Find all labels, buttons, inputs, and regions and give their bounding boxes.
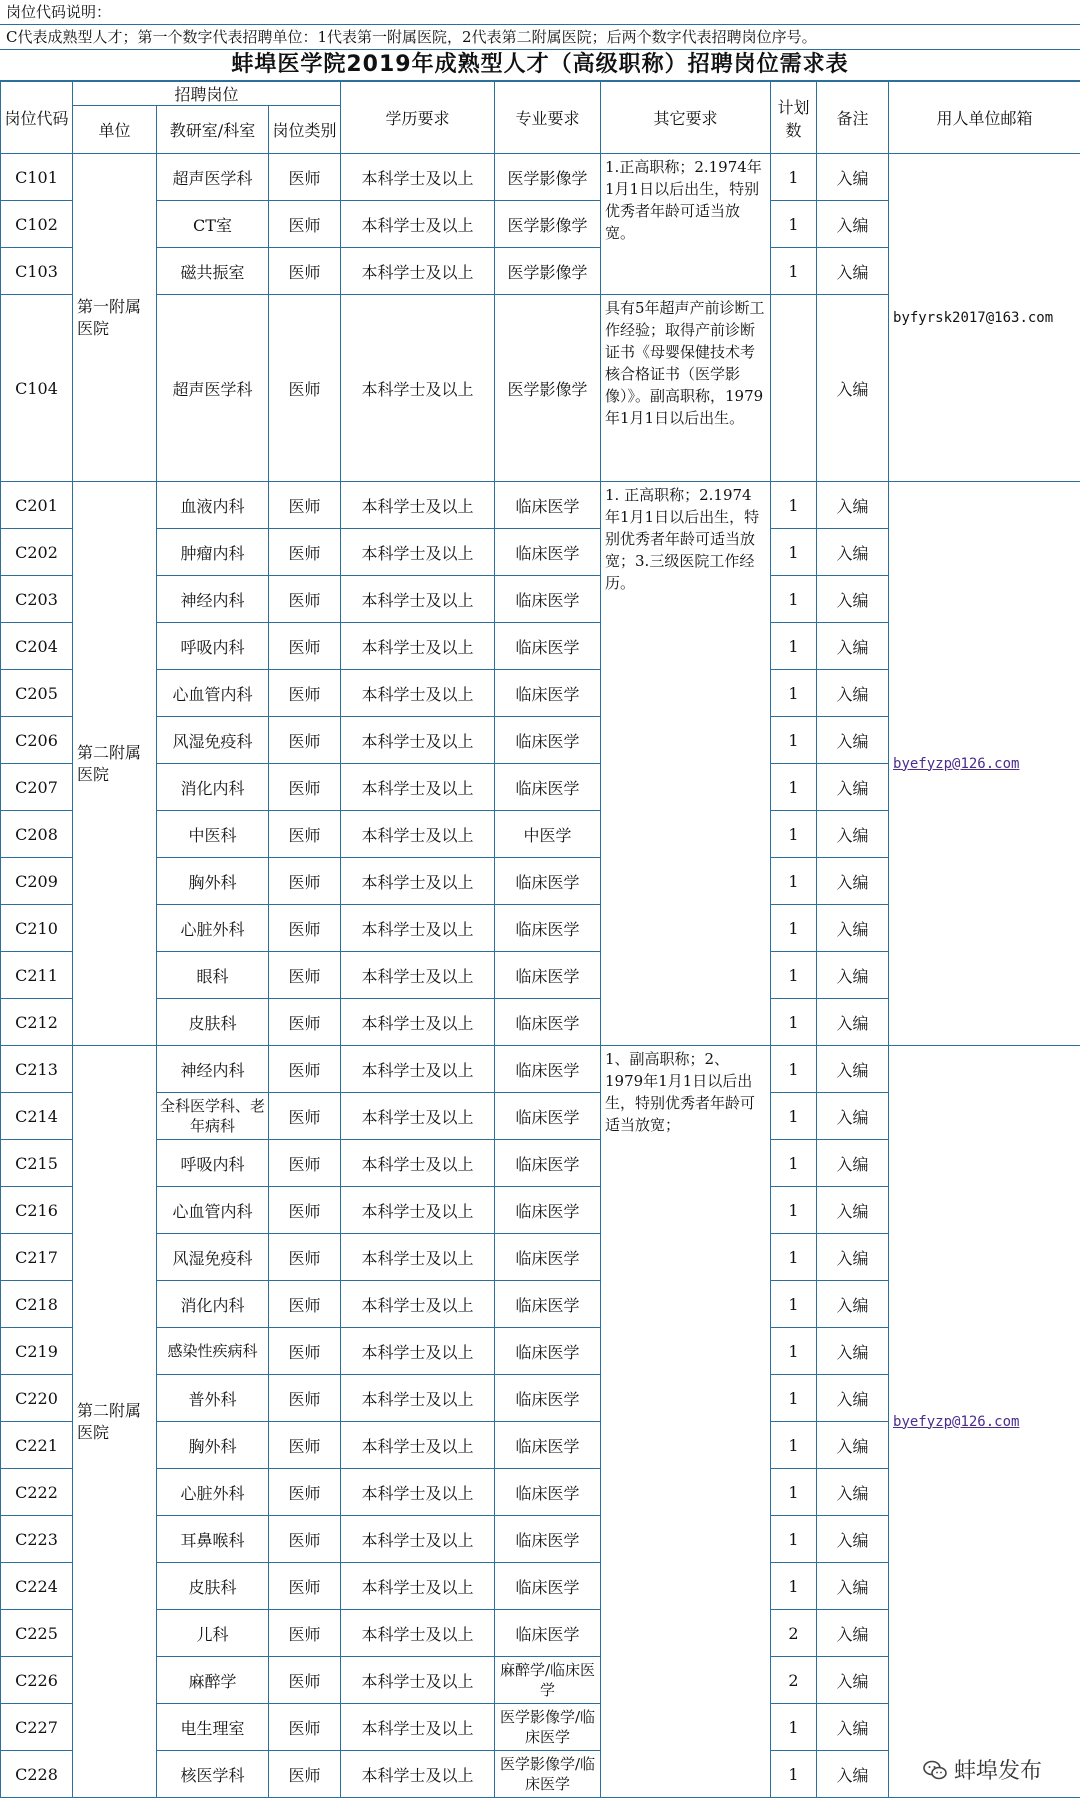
cell-edu: 本科学士及以上 (341, 952, 495, 999)
cell-note: 入编 (817, 576, 889, 623)
cell-note: 入编 (817, 858, 889, 905)
cell-plan: 1 (771, 1140, 817, 1187)
cell-type: 医师 (269, 717, 341, 764)
cell-type: 医师 (269, 1375, 341, 1422)
cell-dept: 神经内科 (157, 1046, 269, 1093)
cell-dept: 肿瘤内科 (157, 529, 269, 576)
email-cell[interactable]: byfyrsk2017@163.com (889, 154, 1080, 482)
cell-edu: 本科学士及以上 (341, 999, 495, 1046)
cell-dept: 电生理室 (157, 1704, 269, 1751)
cell-note: 入编 (817, 1234, 889, 1281)
cell-edu: 本科学士及以上 (341, 1469, 495, 1516)
cell-plan: 2 (771, 1610, 817, 1657)
table-title: 蚌埠医学院2019年成熟型人才（高级职称）招聘岗位需求表 (0, 50, 1080, 81)
table-row (1, 1046, 1080, 1093)
cell-code: C227 (1, 1704, 73, 1751)
cell-dept: 超声医学科 (157, 154, 269, 201)
cell-major: 临床医学 (495, 1093, 601, 1140)
cell-edu: 本科学士及以上 (341, 670, 495, 717)
cell-type: 医师 (269, 1093, 341, 1140)
cell-major: 临床医学 (495, 1469, 601, 1516)
cell-plan: 1 (771, 201, 817, 248)
cell-plan: 1 (771, 1469, 817, 1516)
cell-code: C224 (1, 1563, 73, 1610)
cell-code: C216 (1, 1187, 73, 1234)
email-link[interactable]: byefyzp@126.com (889, 1046, 1080, 1798)
header-other: 其它要求 (601, 82, 771, 154)
cell-major: 医学影像学 (495, 154, 601, 201)
cell-edu: 本科学士及以上 (341, 1610, 495, 1657)
cell-dept: 消化内科 (157, 1281, 269, 1328)
header-unit: 单位 (73, 106, 157, 154)
cell-note: 入编 (817, 154, 889, 201)
cell-dept: 耳鼻喉科 (157, 1516, 269, 1563)
cell-major: 临床医学 (495, 529, 601, 576)
cell-code: C207 (1, 764, 73, 811)
cell-type: 医师 (269, 482, 341, 529)
cell-edu: 本科学士及以上 (341, 1046, 495, 1093)
other-requirements: 1、副高职称；2、1979年1月1日以后出生，特别优秀者年龄可适当放宽； (601, 1046, 771, 1798)
cell-note: 入编 (817, 295, 889, 482)
cell-dept: 消化内科 (157, 764, 269, 811)
other-requirements: 1.正高职称；2.1974年1月1日以后出生，特别优秀者年龄可适当放宽。 (601, 154, 771, 295)
cell-dept: 呼吸内科 (157, 623, 269, 670)
cell-plan: 1 (771, 952, 817, 999)
cell-code: C219 (1, 1328, 73, 1375)
cell-type: 医师 (269, 154, 341, 201)
cell-edu: 本科学士及以上 (341, 154, 495, 201)
cell-code: C223 (1, 1516, 73, 1563)
cell-edu: 本科学士及以上 (341, 201, 495, 248)
cell-dept: 全科医学科、老年病科 (157, 1093, 269, 1140)
cell-plan: 1 (771, 1234, 817, 1281)
cell-code: C102 (1, 201, 73, 248)
cell-code: C217 (1, 1234, 73, 1281)
cell-major: 临床医学 (495, 1422, 601, 1469)
cell-note: 入编 (817, 1422, 889, 1469)
cell-major: 临床医学 (495, 1046, 601, 1093)
unit-cell: 第二附属医院 (73, 1046, 157, 1798)
cell-dept: 超声医学科 (157, 295, 269, 482)
cell-edu: 本科学士及以上 (341, 1751, 495, 1798)
code-note-text: C代表成熟型人才；第一个数字代表招聘单位：1代表第一附属医院，2代表第二附属医院；后两个数字代表招聘岗位序号。 (0, 25, 1080, 50)
cell-major: 临床医学 (495, 999, 601, 1046)
cell-note: 入编 (817, 623, 889, 670)
cell-dept: 普外科 (157, 1375, 269, 1422)
cell-edu: 本科学士及以上 (341, 905, 495, 952)
unit-cell: 第一附属医院 (73, 154, 157, 482)
cell-dept: 风湿免疫科 (157, 717, 269, 764)
cell-plan: 1 (771, 1516, 817, 1563)
cell-major: 临床医学 (495, 905, 601, 952)
cell-note: 入编 (817, 1281, 889, 1328)
cell-code: C208 (1, 811, 73, 858)
cell-type: 医师 (269, 248, 341, 295)
cell-plan (771, 295, 817, 482)
cell-major: 临床医学 (495, 1140, 601, 1187)
cell-type: 医师 (269, 999, 341, 1046)
unit-cell: 第二附属医院 (73, 482, 157, 1046)
cell-plan: 1 (771, 1281, 817, 1328)
cell-note: 入编 (817, 1563, 889, 1610)
header-note: 备注 (817, 82, 889, 154)
cell-plan: 1 (771, 1563, 817, 1610)
cell-major: 临床医学 (495, 482, 601, 529)
header-email: 用人单位邮箱 (889, 82, 1080, 154)
cell-edu: 本科学士及以上 (341, 764, 495, 811)
cell-plan: 1 (771, 1751, 817, 1798)
cell-dept: 胸外科 (157, 1422, 269, 1469)
cell-dept: 心血管内科 (157, 670, 269, 717)
cell-dept: 血液内科 (157, 482, 269, 529)
cell-dept: 风湿免疫科 (157, 1234, 269, 1281)
cell-dept: 皮肤科 (157, 999, 269, 1046)
cell-plan: 1 (771, 1187, 817, 1234)
cell-code: C221 (1, 1422, 73, 1469)
header-plan: 计划数 (771, 82, 817, 154)
cell-dept: 儿科 (157, 1610, 269, 1657)
cell-note: 入编 (817, 670, 889, 717)
cell-note: 入编 (817, 1751, 889, 1798)
cell-edu: 本科学士及以上 (341, 1657, 495, 1704)
cell-edu: 本科学士及以上 (341, 1140, 495, 1187)
cell-plan: 1 (771, 670, 817, 717)
cell-code: C205 (1, 670, 73, 717)
cell-dept: 核医学科 (157, 1751, 269, 1798)
cell-major: 临床医学 (495, 623, 601, 670)
cell-plan: 1 (771, 764, 817, 811)
cell-note: 入编 (817, 1375, 889, 1422)
cell-dept: 麻醉学 (157, 1657, 269, 1704)
cell-note: 入编 (817, 764, 889, 811)
cell-major: 临床医学 (495, 1375, 601, 1422)
cell-edu: 本科学士及以上 (341, 811, 495, 858)
cell-code: C101 (1, 154, 73, 201)
cell-type: 医师 (269, 952, 341, 999)
cell-type: 医师 (269, 1657, 341, 1704)
cell-type: 医师 (269, 201, 341, 248)
header-edu: 学历要求 (341, 82, 495, 154)
cell-note: 入编 (817, 1610, 889, 1657)
cell-plan: 1 (771, 1046, 817, 1093)
cell-edu: 本科学士及以上 (341, 1563, 495, 1610)
cell-plan: 1 (771, 1704, 817, 1751)
cell-type: 医师 (269, 858, 341, 905)
cell-type: 医师 (269, 295, 341, 482)
cell-note: 入编 (817, 1046, 889, 1093)
cell-plan: 1 (771, 529, 817, 576)
cell-edu: 本科学士及以上 (341, 1704, 495, 1751)
cell-major: 临床医学 (495, 1234, 601, 1281)
watermark-text: 蚌埠发布 (953, 1759, 1042, 1784)
cell-type: 医师 (269, 1610, 341, 1657)
cell-code: C206 (1, 717, 73, 764)
cell-plan: 1 (771, 811, 817, 858)
cell-dept: 胸外科 (157, 858, 269, 905)
cell-type: 医师 (269, 576, 341, 623)
cell-type: 医师 (269, 1563, 341, 1610)
cell-dept: 感染性疾病科 (157, 1328, 269, 1375)
cell-major: 临床医学 (495, 1328, 601, 1375)
cell-note: 入编 (817, 905, 889, 952)
cell-type: 医师 (269, 1187, 341, 1234)
cell-major: 临床医学 (495, 717, 601, 764)
cell-plan: 1 (771, 1093, 817, 1140)
cell-edu: 本科学士及以上 (341, 1422, 495, 1469)
cell-edu: 本科学士及以上 (341, 1234, 495, 1281)
cell-note: 入编 (817, 1657, 889, 1704)
cell-edu: 本科学士及以上 (341, 529, 495, 576)
cell-edu: 本科学士及以上 (341, 1281, 495, 1328)
cell-code: C201 (1, 482, 73, 529)
cell-code: C212 (1, 999, 73, 1046)
cell-major: 临床医学 (495, 576, 601, 623)
cell-plan: 1 (771, 1422, 817, 1469)
recruitment-table (0, 81, 1080, 1798)
cell-plan: 2 (771, 1657, 817, 1704)
cell-edu: 本科学士及以上 (341, 248, 495, 295)
cell-code: C209 (1, 858, 73, 905)
header-code: 岗位代码 (1, 82, 73, 154)
cell-major: 临床医学 (495, 952, 601, 999)
cell-major: 临床医学 (495, 1516, 601, 1563)
cell-major: 医学影像学/临床医学 (495, 1704, 601, 1751)
cell-edu: 本科学士及以上 (341, 295, 495, 482)
cell-edu: 本科学士及以上 (341, 717, 495, 764)
cell-type: 医师 (269, 1422, 341, 1469)
cell-note: 入编 (817, 999, 889, 1046)
cell-type: 医师 (269, 811, 341, 858)
cell-edu: 本科学士及以上 (341, 1187, 495, 1234)
cell-major: 临床医学 (495, 1563, 601, 1610)
header-dept: 教研室/科室 (157, 106, 269, 154)
cell-type: 医师 (269, 529, 341, 576)
cell-type: 医师 (269, 1046, 341, 1093)
cell-code: C214 (1, 1093, 73, 1140)
header-group: 招聘岗位 (73, 82, 341, 106)
cell-major: 临床医学 (495, 764, 601, 811)
cell-major: 临床医学 (495, 1187, 601, 1234)
table-row (1, 482, 1080, 529)
cell-code: C211 (1, 952, 73, 999)
cell-code: C215 (1, 1140, 73, 1187)
email-link[interactable]: byefyzp@126.com (889, 482, 1080, 1046)
cell-code: C104 (1, 295, 73, 482)
cell-dept: 皮肤科 (157, 1563, 269, 1610)
header-major: 专业要求 (495, 82, 601, 154)
cell-major: 麻醉学/临床医学 (495, 1657, 601, 1704)
table-row (1, 154, 1080, 201)
cell-dept: 心脏外科 (157, 1469, 269, 1516)
cell-dept: 呼吸内科 (157, 1140, 269, 1187)
cell-note: 入编 (817, 482, 889, 529)
cell-plan: 1 (771, 623, 817, 670)
cell-type: 医师 (269, 1516, 341, 1563)
cell-dept: CT室 (157, 201, 269, 248)
cell-plan: 1 (771, 576, 817, 623)
cell-code: C202 (1, 529, 73, 576)
cell-major: 临床医学 (495, 670, 601, 717)
cell-code: C203 (1, 576, 73, 623)
cell-plan: 1 (771, 248, 817, 295)
cell-dept: 中医科 (157, 811, 269, 858)
cell-note: 入编 (817, 1187, 889, 1234)
cell-code: C103 (1, 248, 73, 295)
cell-edu: 本科学士及以上 (341, 1093, 495, 1140)
wechat-icon (922, 1757, 948, 1783)
cell-plan: 1 (771, 999, 817, 1046)
cell-major: 临床医学 (495, 1610, 601, 1657)
cell-plan: 1 (771, 717, 817, 764)
cell-code: C225 (1, 1610, 73, 1657)
other-requirements: 1. 正高职称；2.1974年1月1日以后出生，特别优秀者年龄可适当放宽；3.三级医院工作经历。 (601, 482, 771, 1046)
cell-code: C204 (1, 623, 73, 670)
cell-dept: 眼科 (157, 952, 269, 999)
cell-code: C220 (1, 1375, 73, 1422)
cell-edu: 本科学士及以上 (341, 576, 495, 623)
cell-major: 临床医学 (495, 858, 601, 905)
cell-plan: 1 (771, 154, 817, 201)
cell-note: 入编 (817, 248, 889, 295)
cell-type: 医师 (269, 670, 341, 717)
cell-plan: 1 (771, 1328, 817, 1375)
cell-plan: 1 (771, 858, 817, 905)
cell-major: 医学影像学 (495, 248, 601, 295)
cell-note: 入编 (817, 1093, 889, 1140)
cell-note: 入编 (817, 717, 889, 764)
cell-edu: 本科学士及以上 (341, 1516, 495, 1563)
cell-code: C210 (1, 905, 73, 952)
cell-code: C226 (1, 1657, 73, 1704)
cell-note: 入编 (817, 529, 889, 576)
watermark (918, 1752, 1046, 1787)
cell-dept: 磁共振室 (157, 248, 269, 295)
cell-type: 医师 (269, 1140, 341, 1187)
cell-type: 医师 (269, 905, 341, 952)
cell-note: 入编 (817, 1328, 889, 1375)
cell-type: 医师 (269, 764, 341, 811)
cell-note: 入编 (817, 811, 889, 858)
header-type: 岗位类别 (269, 106, 341, 154)
cell-type: 医师 (269, 1751, 341, 1798)
cell-major: 医学影像学 (495, 295, 601, 482)
cell-plan: 1 (771, 1375, 817, 1422)
other-requirements: 具有5年超声产前诊断工作经验；取得产前诊断证书《母婴保健技术考核合格证书（医学影像）》。副高职称，1979年1月1日以后出生。 (601, 295, 771, 482)
cell-note: 入编 (817, 952, 889, 999)
cell-major: 中医学 (495, 811, 601, 858)
cell-note: 入编 (817, 1704, 889, 1751)
cell-major: 医学影像学/临床医学 (495, 1751, 601, 1798)
cell-plan: 1 (771, 482, 817, 529)
cell-plan: 1 (771, 905, 817, 952)
cell-dept: 神经内科 (157, 576, 269, 623)
cell-major: 医学影像学 (495, 201, 601, 248)
cell-note: 入编 (817, 1140, 889, 1187)
cell-type: 医师 (269, 1328, 341, 1375)
cell-type: 医师 (269, 1281, 341, 1328)
cell-edu: 本科学士及以上 (341, 858, 495, 905)
cell-note: 入编 (817, 1516, 889, 1563)
cell-type: 医师 (269, 1469, 341, 1516)
cell-edu: 本科学士及以上 (341, 482, 495, 529)
code-note-title: 岗位代码说明： (0, 0, 1080, 25)
cell-type: 医师 (269, 623, 341, 670)
cell-edu: 本科学士及以上 (341, 1375, 495, 1422)
cell-note: 入编 (817, 201, 889, 248)
cell-note: 入编 (817, 1469, 889, 1516)
cell-dept: 心血管内科 (157, 1187, 269, 1234)
cell-code: C218 (1, 1281, 73, 1328)
cell-type: 医师 (269, 1704, 341, 1751)
cell-dept: 心脏外科 (157, 905, 269, 952)
cell-type: 医师 (269, 1234, 341, 1281)
cell-code: C222 (1, 1469, 73, 1516)
cell-edu: 本科学士及以上 (341, 623, 495, 670)
cell-code: C228 (1, 1751, 73, 1798)
cell-edu: 本科学士及以上 (341, 1328, 495, 1375)
cell-major: 临床医学 (495, 1281, 601, 1328)
cell-code: C213 (1, 1046, 73, 1093)
